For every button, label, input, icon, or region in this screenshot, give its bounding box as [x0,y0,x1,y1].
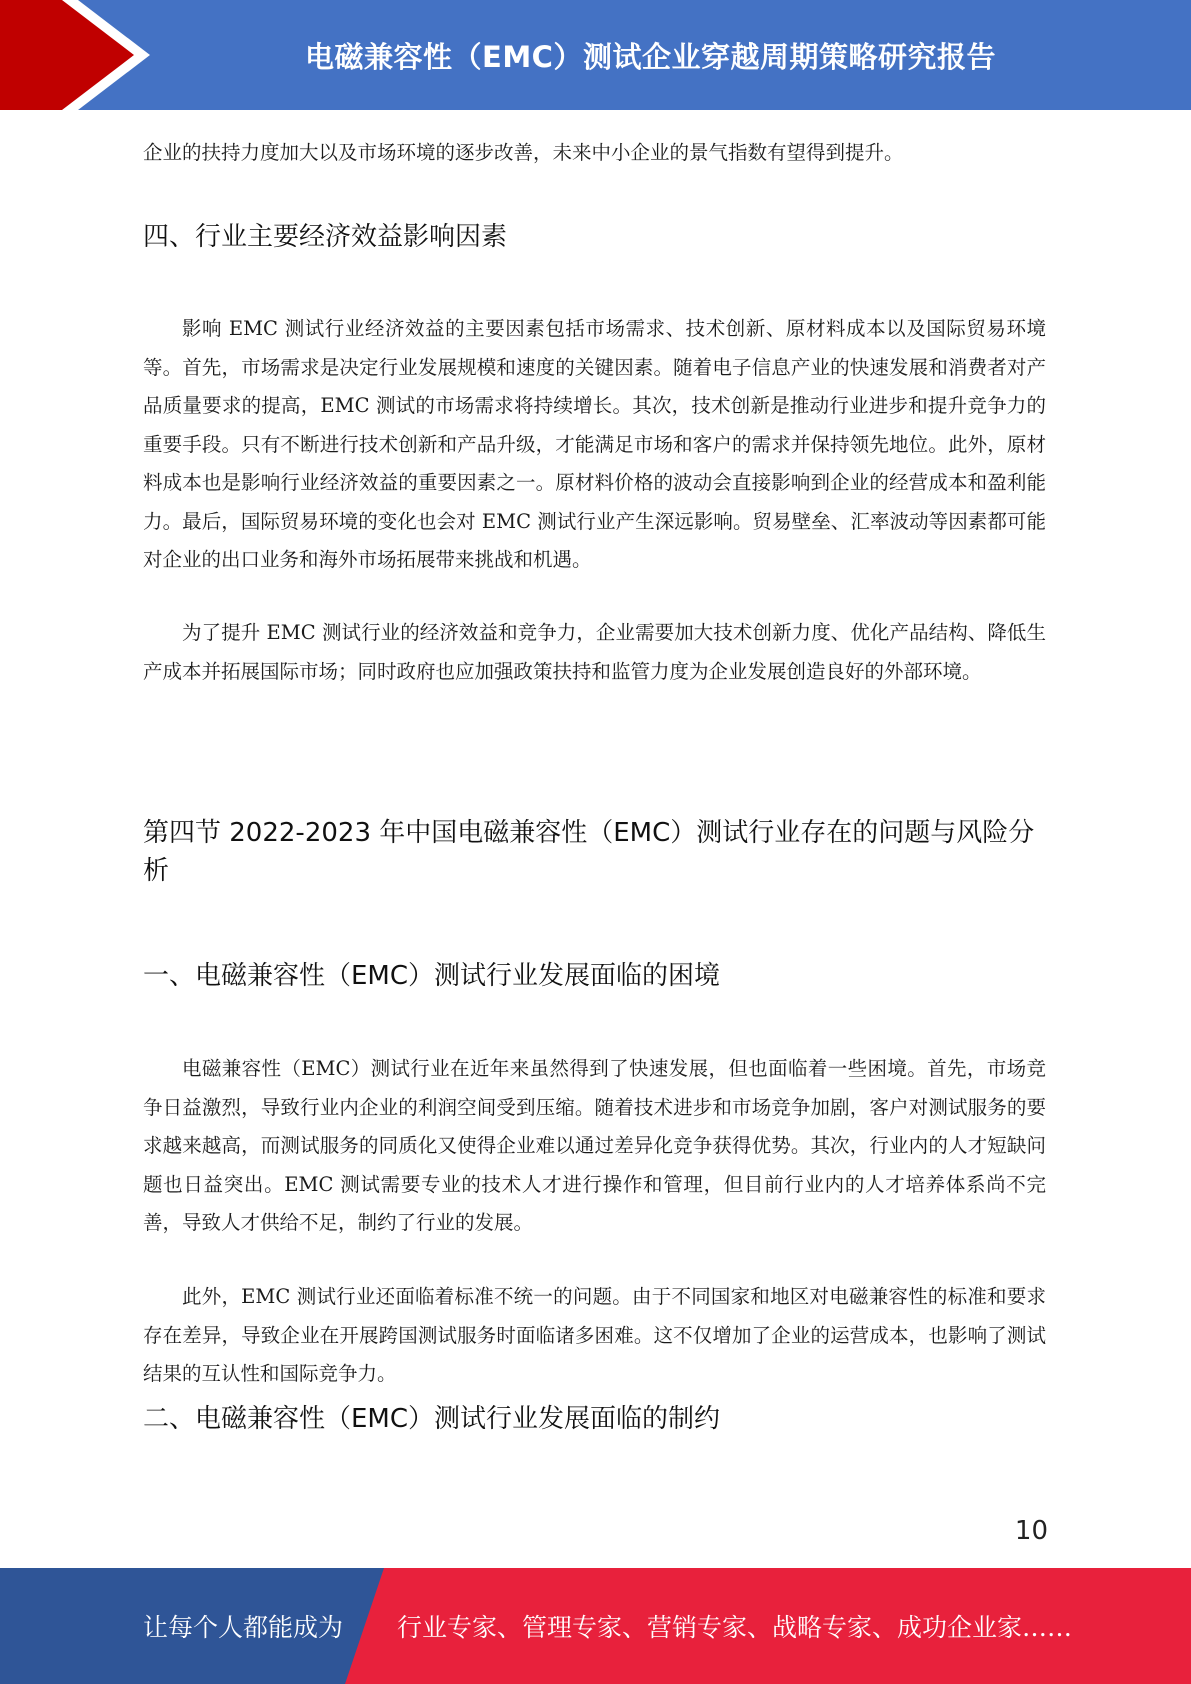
report-title: 电磁兼容性（EMC）测试企业穿越周期策略研究报告 [305,39,996,74]
section-one-heading: 一、电磁兼容性（EMC）测试行业发展面临的困境 [143,961,721,991]
section-one-heading-block [143,957,1046,995]
chapter-heading: 第四节 2022-2023 年中国电磁兼容性（EMC）测试行业存在的问题与风险分析 [143,818,1035,886]
page-header [0,0,1191,110]
section-four-heading-block [143,218,1046,256]
section-one-paragraph-1-block [143,1050,1046,1243]
section-two-heading: 二、电磁兼容性（EMC）测试行业发展面临的制约 [143,1404,721,1434]
section-four-paragraph-1-block [143,310,1046,580]
section-four-paragraph-2: 为了提升 EMC 测试行业的经济效益和竞争力，企业需要加大技术创新力度、优化产品结构、降低生产成本并拓展国际市场；同时政府也应加强政策扶持和监管力度为企业发展创造良好的外部环境。 [143,621,1046,683]
section-four-paragraph-1: 影响 EMC 测试行业经济效益的主要因素包括市场需求、技术创新、原材料成本以及国际贸易环境等。首先，市场需求是决定行业发展规模和速度的关键因素。随着电子信息产业的快速发展和消费者对产品质量要求的提高，EMC 测试的市场需求将持续增长。其次，技术创新是推动行业进步和提升竞争力的重要手段。只有不断进行技术创新和产品升级，才能满足市场和客户的需求并保持领先地位。此外，原材料成本也是影响行业经济效益的重要因素之一。原材料价格的波动会直接影响到企业的经营成本和盈利能力。最后，国际贸易环境的变化也会对 EMC 测试行业产生深远影响。贸易壁垒、汇率波动等因素都可能对企业的出口业务和海外市场拓展带来挑战和机遇。 [143,317,1046,571]
section-four-heading: 四、行业主要经济效益影响因素 [143,222,508,252]
section-two-heading-block [143,1400,1046,1438]
section-four-paragraph-2-block [143,614,1046,691]
chapter-heading-block [143,814,1046,890]
page-footer [0,1568,1191,1684]
page-number: 10 [1014,1516,1048,1546]
intro-block [143,134,1046,173]
footer-slogan-left: 让每个人都能成为 [143,1613,344,1642]
section-one-paragraph-2: 此外，EMC 测试行业还面临着标准不统一的问题。由于不同国家和地区对电磁兼容性的标准和要求存在差异，导致企业在开展跨国测试服务时面临诸多困难。这不仅增加了企业的运营成本，也影响了测试结果的互认性和国际竞争力。 [143,1285,1046,1385]
section-one-paragraph-2-block [143,1278,1046,1394]
section-one-paragraph-1: 电磁兼容性（EMC）测试行业在近年来虽然得到了快速发展，但也面临着一些困境。首先，市场竞争日益激烈，导致行业内企业的利润空间受到压缩。随着技术进步和市场竞争加剧，客户对测试服务的要求越来越高，而测试服务的同质化又使得企业难以通过差异化竞争获得优势。其次，行业内的人才短缺问题也日益突出。EMC 测试需要专业的技术人才进行操作和管理，但目前行业内的人才培养体系尚不完善，导致人才供给不足，制约了行业的发展。 [143,1057,1046,1234]
intro-paragraph: 企业的扶持力度加大以及市场环境的逐步改善，未来中小企业的景气指数有望得到提升。 [143,141,904,164]
footer-slogan-right: 行业专家、管理专家、营销专家、战略专家、成功企业家…… [397,1613,1073,1642]
